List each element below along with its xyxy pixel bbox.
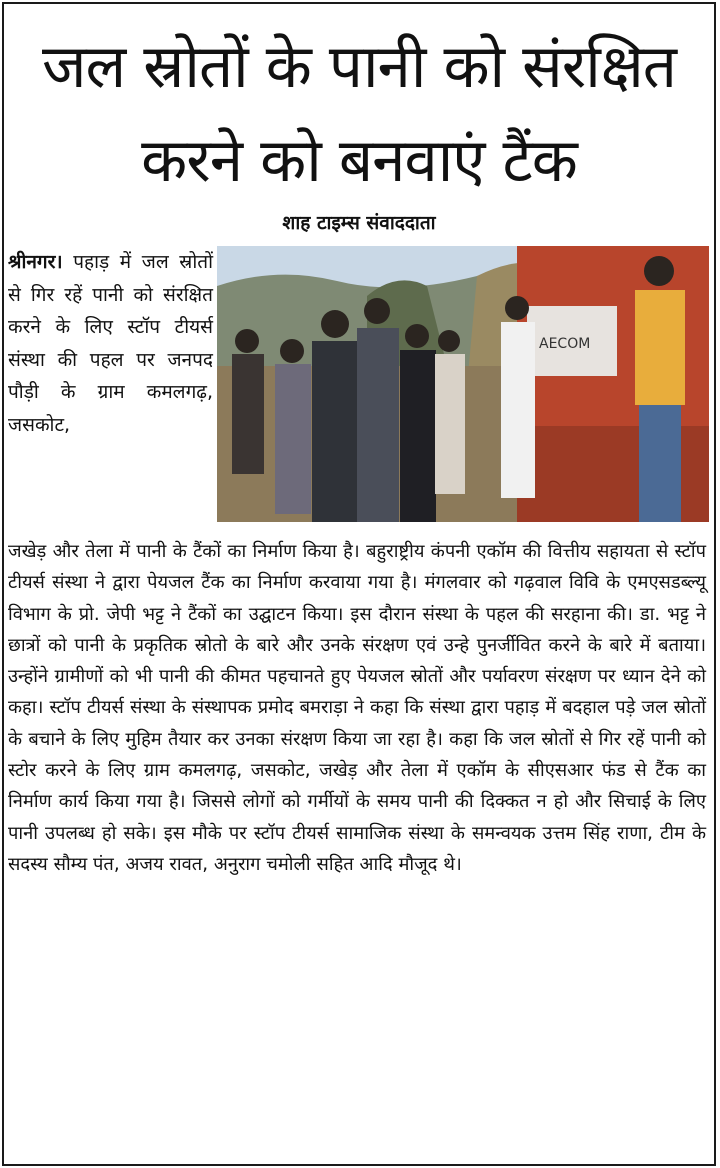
person-body: [357, 328, 399, 522]
person-head: [644, 256, 674, 286]
person-body: [275, 364, 311, 514]
lead-text: पहाड़ में जल स्रोतों से गिर रहें पानी को संरक्षित करने के लिए स्टॉप टीयर्स संस्था की पहल पर जनपद पौड़ी के ग्राम कमलगढ़, जसकोट,: [8, 251, 214, 436]
lead-column: [8, 246, 213, 441]
person-body: [232, 354, 264, 474]
headline-line-2: करने को बनवाएं टैंक: [141, 126, 577, 196]
article-top: [4, 246, 714, 536]
news-photo: [217, 246, 709, 522]
person-head: [280, 339, 304, 363]
person-head: [438, 330, 460, 352]
person-head: [235, 329, 259, 353]
dateline: श्रीनगर।: [8, 251, 63, 273]
tank-label: AECOM: [539, 336, 591, 352]
person-head: [321, 310, 349, 338]
byline: शाह टाइम्स संवाददाता: [282, 212, 436, 234]
person-body: [312, 341, 360, 522]
person-body: [400, 350, 436, 522]
person-body: [501, 322, 535, 498]
person-head: [364, 298, 390, 324]
person-body: [635, 290, 685, 405]
person-head: [405, 324, 429, 348]
person-legs: [639, 405, 681, 522]
person-head: [505, 296, 529, 320]
headline-line-1: जल स्रोतों के पानी को संरक्षित: [41, 32, 677, 102]
photo-illustration: [217, 246, 709, 522]
news-clipping: [2, 2, 716, 1166]
article-body: जखेड़ और तेला में पानी के टैंकों का निर्माण किया है। बहुराष्ट्रीय कंपनी एकॉम की वित्तीय सहायता से स्टॉप टीयर्स संस्था ने द्वारा पेयजल टैंक का निर्माण करवाया गया है। मंगलवार को गढ़वाल विवि के एमएसडब्ल्यू विभाग के प्रो. जेपी भट्ट ने टैंकों का उद्घाटन किया। इस दौरान संस्था के पहल की सरहाना की। डा. भट्ट ने छात्रों को पानी के प्रकृतिक स्रोतो के बारे और उनके संरक्षण एवं उन्हे पुनर्जीवित करने के बारे में बताया। उन्होंने ग्रामीणों को भी पानी की कीमत पहचानते हुए पेयजल स्रोतों और पर्यावरण संरक्षण पर ध्यान देने को कहा। स्टॉप टीयर्स संस्था के संस्थापक प्रमोद बमराड़ा ने कहा कि संस्था द्वारा पहाड़ में बदहाल पड़े जल स्रोतों के बचाने के लिए मुहिम तैयार कर उनका संरक्षण किया जा रहा है। कहा कि जल स्रोतों से गिर रहें पानी को स्टोर करने के लिए ग्राम कमलगढ़, जसकोट, जखेड़ और तेला में एकॉम के सीएसआर फंड से टैंक का निर्माण कार्य किया गया है। जिससे लोगों को गर्मीयों के समय पानी की दिक्कत न हो और सिचाई के लिए पानी उपलब्ध हो सके। इस मौके पर स्टॉप टीयर्स सामाजिक संस्था के समन्वयक उत्तम सिंह राणा, टीम के सदस्य सौम्य पंत, अजय रावत, अनुराग चमोली सहित आदि मौजूद थे।: [8, 541, 706, 875]
person-body: [435, 354, 465, 494]
